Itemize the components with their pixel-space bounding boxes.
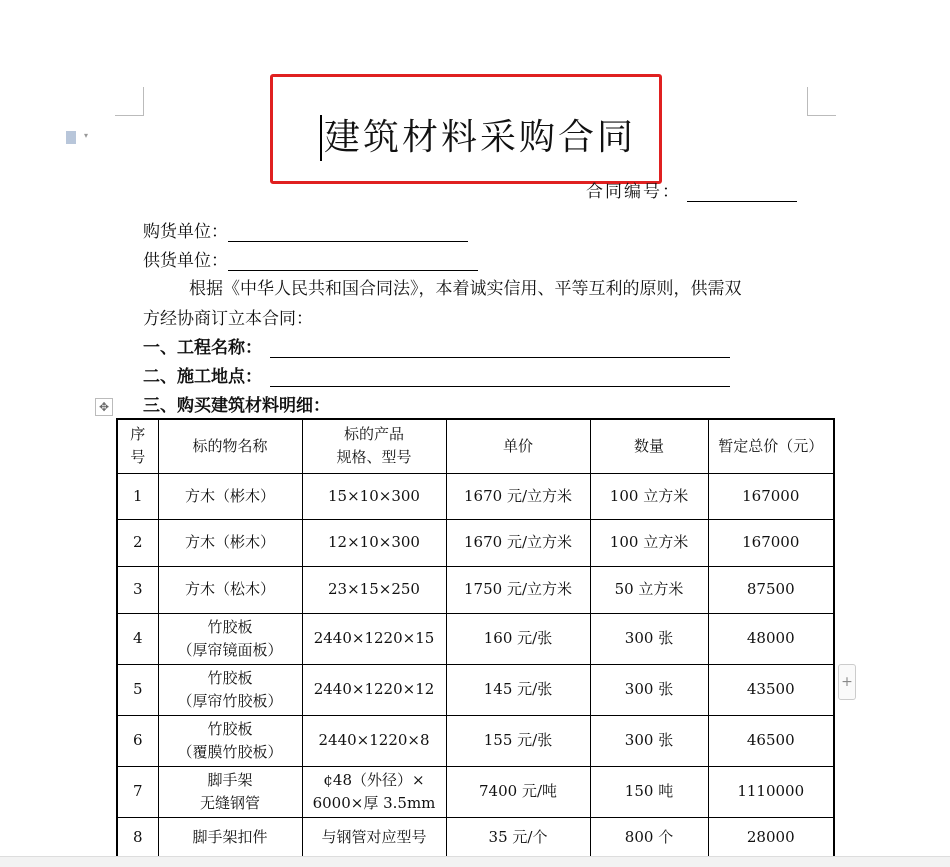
project-name-label: 一、工程名称： — [143, 338, 262, 358]
supplier-row — [143, 251, 478, 271]
table-move-handle-icon[interactable]: ✥ — [95, 398, 113, 416]
table-cell[interactable]: 100 立方米 — [590, 473, 708, 519]
table-header-row — [117, 419, 834, 473]
table-cell[interactable]: 43500 — [708, 664, 834, 715]
table-cell[interactable]: 1750 元/立方米 — [446, 566, 590, 613]
table-cell[interactable]: 2440×1220×12 — [302, 664, 446, 715]
table-cell[interactable]: 167000 — [708, 473, 834, 519]
table-cell[interactable]: 100 立方米 — [590, 519, 708, 566]
table-cell[interactable]: 1670 元/立方米 — [446, 519, 590, 566]
table-cell[interactable]: 167000 — [708, 519, 834, 566]
table-cell[interactable]: 竹胶板 （厚帘镜面板） — [158, 613, 302, 664]
table-cell[interactable]: 7 — [117, 766, 158, 817]
table-cell[interactable]: 标的产品 规格、型号 — [302, 419, 446, 473]
table-row — [117, 766, 834, 817]
table-row — [117, 613, 834, 664]
table-cell[interactable]: 暂定总价（元） — [708, 419, 834, 473]
buyer-field[interactable] — [228, 241, 468, 242]
table-cell[interactable]: 155 元/张 — [446, 715, 590, 766]
table-row — [117, 473, 834, 519]
table-row — [117, 715, 834, 766]
table-row — [117, 566, 834, 613]
intro-line-2: 方经协商订立本合同： — [143, 309, 313, 329]
table-cell[interactable]: 3 — [117, 566, 158, 613]
table-cell[interactable]: 300 张 — [590, 715, 708, 766]
table-cell[interactable]: 单价 — [446, 419, 590, 473]
add-column-button[interactable]: + — [838, 664, 856, 700]
table-cell[interactable]: 160 元/张 — [446, 613, 590, 664]
project-name-field[interactable] — [270, 357, 730, 358]
table-cell[interactable]: 150 吨 — [590, 766, 708, 817]
table-cell[interactable]: 序 号 — [117, 419, 158, 473]
page-corner-mark — [807, 87, 836, 116]
site-field[interactable] — [270, 386, 730, 387]
supplier-label: 供货单位： — [143, 251, 228, 271]
table-cell[interactable]: 23×15×250 — [302, 566, 446, 613]
table-cell[interactable]: 2440×1220×15 — [302, 613, 446, 664]
table-cell[interactable]: 数量 — [590, 419, 708, 473]
table-cell[interactable]: 1670 元/立方米 — [446, 473, 590, 519]
table-cell[interactable]: 12×10×300 — [302, 519, 446, 566]
table-cell[interactable]: 1110000 — [708, 766, 834, 817]
table-cell[interactable]: 方木（松木） — [158, 566, 302, 613]
table-cell[interactable]: 5 — [117, 664, 158, 715]
table-cell[interactable]: 28000 — [708, 817, 834, 859]
table-cell[interactable]: 标的物名称 — [158, 419, 302, 473]
contract-number-label: 合同编号： — [586, 182, 681, 202]
table-cell[interactable]: 50 立方米 — [590, 566, 708, 613]
table-cell[interactable]: ¢48（外径）× 6000×厚 3.5mm — [302, 766, 446, 817]
table-cell[interactable]: 4 — [117, 613, 158, 664]
table-cell[interactable]: 1 — [117, 473, 158, 519]
materials-table — [116, 418, 835, 860]
page-corner-mark — [115, 87, 144, 116]
site-label: 二、施工地点： — [143, 367, 262, 387]
table-row — [117, 664, 834, 715]
table-cell[interactable]: 与钢管对应型号 — [302, 817, 446, 859]
document-title[interactable]: 建筑材料采购合同 — [320, 115, 636, 161]
table-cell[interactable]: 6 — [117, 715, 158, 766]
table-cell[interactable]: 8 — [117, 817, 158, 859]
section-materials — [143, 396, 330, 416]
table-cell[interactable]: 竹胶板 （覆膜竹胶板） — [158, 715, 302, 766]
table-cell[interactable]: 2 — [117, 519, 158, 566]
buyer-row — [143, 222, 468, 242]
table-cell[interactable]: 46500 — [708, 715, 834, 766]
table-cell[interactable]: 300 张 — [590, 613, 708, 664]
table-cell[interactable]: 脚手架 无缝钢管 — [158, 766, 302, 817]
table-cell[interactable]: 145 元/张 — [446, 664, 590, 715]
section-project-name — [143, 338, 730, 358]
table-cell[interactable]: 竹胶板 （厚帘竹胶板） — [158, 664, 302, 715]
contract-number-field[interactable] — [687, 201, 797, 202]
table-cell[interactable]: 800 个 — [590, 817, 708, 859]
table-cell[interactable]: 48000 — [708, 613, 834, 664]
buyer-label: 购货单位： — [143, 222, 228, 242]
status-bar — [0, 856, 950, 867]
dropdown-arrow-icon[interactable]: ▾ — [84, 131, 89, 140]
table-cell[interactable]: 35 元/个 — [446, 817, 590, 859]
supplier-field[interactable] — [228, 270, 478, 271]
table-cell[interactable]: 脚手架扣件 — [158, 817, 302, 859]
section-site — [143, 367, 730, 387]
table-cell[interactable]: 方木（彬木） — [158, 473, 302, 519]
table-row — [117, 817, 834, 859]
intro-line-1: 根据《中华人民共和国合同法》，本着诚实信用、平等互利的原则，供需双 — [189, 279, 742, 299]
table-cell[interactable]: 15×10×300 — [302, 473, 446, 519]
table-cell[interactable]: 方木（彬木） — [158, 519, 302, 566]
table-cell[interactable]: 300 张 — [590, 664, 708, 715]
table-cell[interactable]: 7400 元/吨 — [446, 766, 590, 817]
materials-label: 三、购买建筑材料明细： — [143, 396, 330, 416]
table-row — [117, 519, 834, 566]
document-icon[interactable] — [66, 131, 76, 144]
contract-number-row — [586, 182, 797, 202]
table-cell[interactable]: 2440×1220×8 — [302, 715, 446, 766]
table-cell[interactable]: 87500 — [708, 566, 834, 613]
